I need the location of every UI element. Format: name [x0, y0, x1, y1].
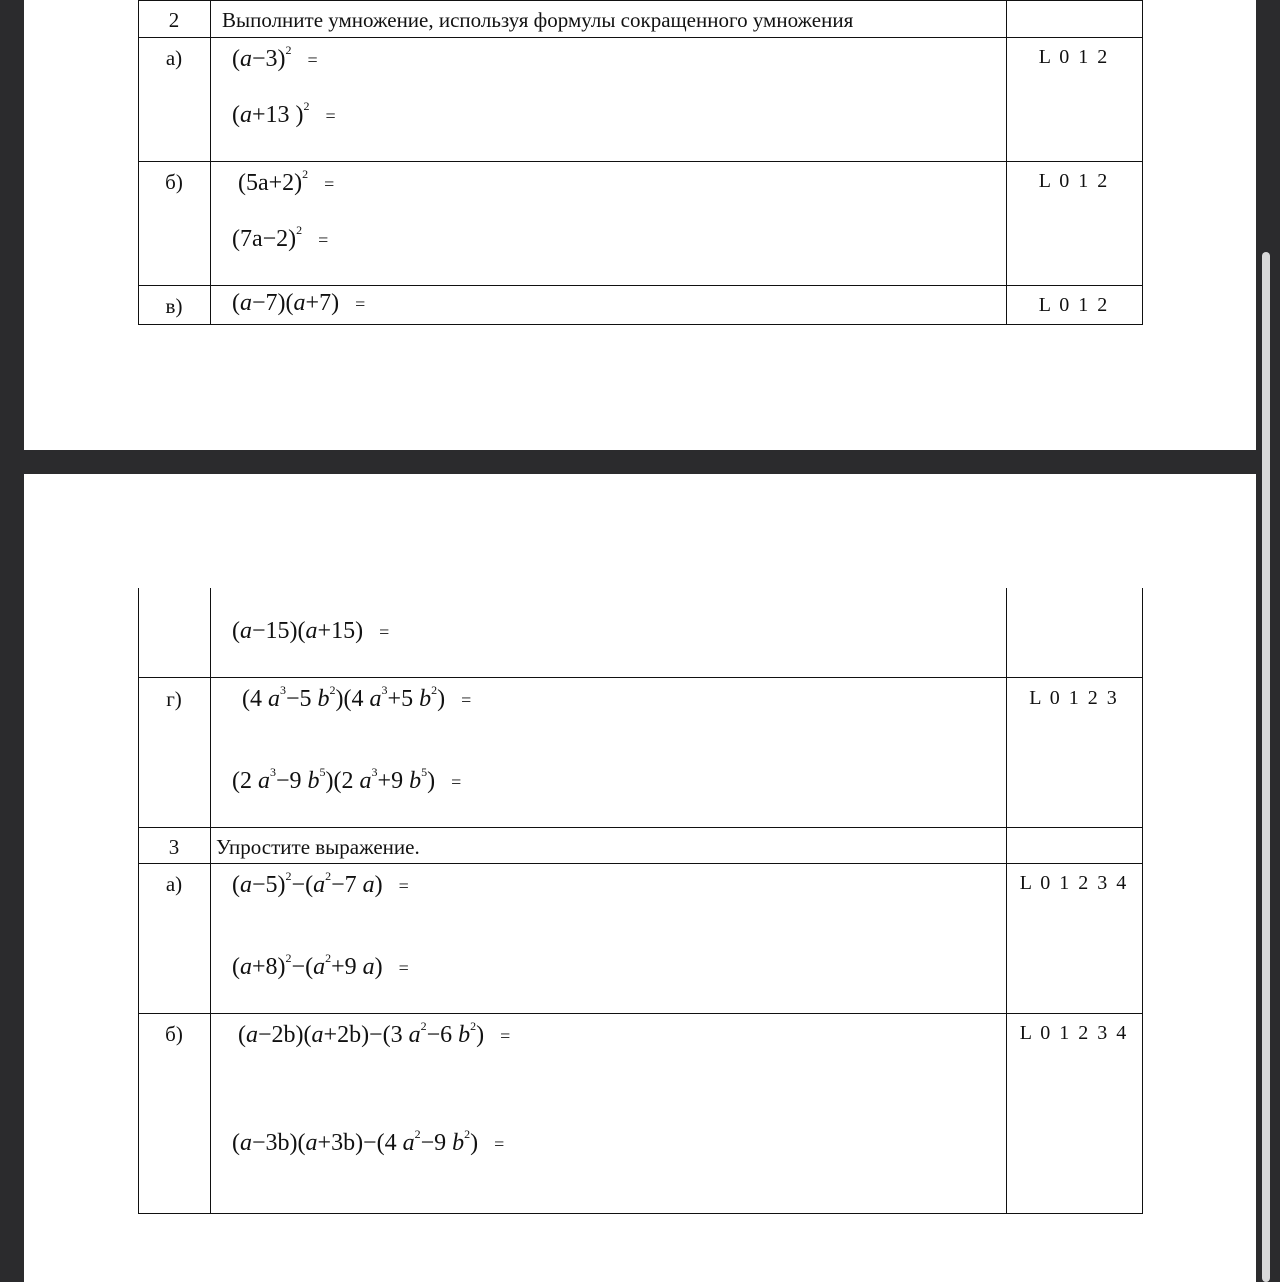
table-border	[1006, 588, 1007, 1214]
score-scale: L 0 1 2	[1038, 170, 1110, 192]
task-heading: Упростите выражение.	[216, 835, 420, 859]
math-expression: (a−2b)(a+2b)−(3 $a^2-6$ $b^2$) =	[238, 1019, 511, 1048]
table-border	[138, 827, 1143, 828]
document-page-2	[24, 474, 1256, 1282]
score-scale: L 0 1 2	[1038, 294, 1110, 316]
task-number: 3	[168, 835, 180, 859]
math-expression: (2 $a^3-9$ $b^5)(2$ $a^3+9$ $b^5$) =	[232, 765, 462, 794]
math-expression: (4 $a^3-5$ $b^2)(4$ $a^3+5$ $b^2$) =	[242, 683, 472, 712]
table-border	[138, 0, 1143, 1]
table-border	[138, 161, 1143, 162]
math-expression: $(a+8)^2-(a^2+9$ a) =	[232, 951, 409, 980]
task-heading: Выполните умножение, используя формулы сокращенного умножения	[222, 8, 854, 32]
table-border	[138, 677, 1143, 678]
score-scale: L 0 1 2	[1038, 46, 1110, 68]
math-expression: $(5a+2)^2$ =	[238, 167, 335, 196]
math-expression: $(7a-2)^2$ =	[232, 223, 329, 252]
table-border	[138, 285, 1143, 286]
math-expression: (a−7)(a+7) =	[232, 290, 366, 316]
table-border	[210, 588, 211, 1214]
table-border	[1142, 588, 1143, 1214]
table-border	[138, 863, 1143, 864]
scrollbar-thumb[interactable]	[1262, 252, 1270, 1282]
row-label: г)	[166, 687, 182, 711]
document-page-1	[24, 0, 1256, 450]
table-border	[138, 588, 139, 1214]
table-border	[138, 37, 1143, 38]
math-expression: (a−3b)(a+3b)−(4 $a^2-9$ $b^2$) =	[232, 1127, 505, 1156]
row-label: б)	[165, 170, 183, 194]
table-border	[210, 0, 211, 325]
math-expression: $(a-3)^2$ =	[232, 43, 318, 72]
table-border	[138, 324, 1143, 325]
score-scale: L 0 1 2 3	[1029, 687, 1119, 709]
table-border	[138, 1013, 1143, 1014]
math-expression: $(a-5)^2-(a^2-7$ a) =	[232, 869, 409, 898]
math-expression: (a+13 )$^2$ =	[232, 99, 336, 128]
task-number: 2	[168, 8, 180, 32]
row-label: б)	[165, 1022, 183, 1046]
table-border	[1142, 0, 1143, 325]
score-scale: L 0 1 2 3 4	[1019, 872, 1129, 894]
row-label: в)	[165, 294, 183, 318]
table-border	[138, 1213, 1143, 1214]
math-expression: (a−15)(a+15) =	[232, 618, 390, 644]
row-label: а)	[165, 872, 183, 896]
score-scale: L 0 1 2 3 4	[1019, 1022, 1129, 1044]
row-label: а)	[165, 46, 183, 70]
